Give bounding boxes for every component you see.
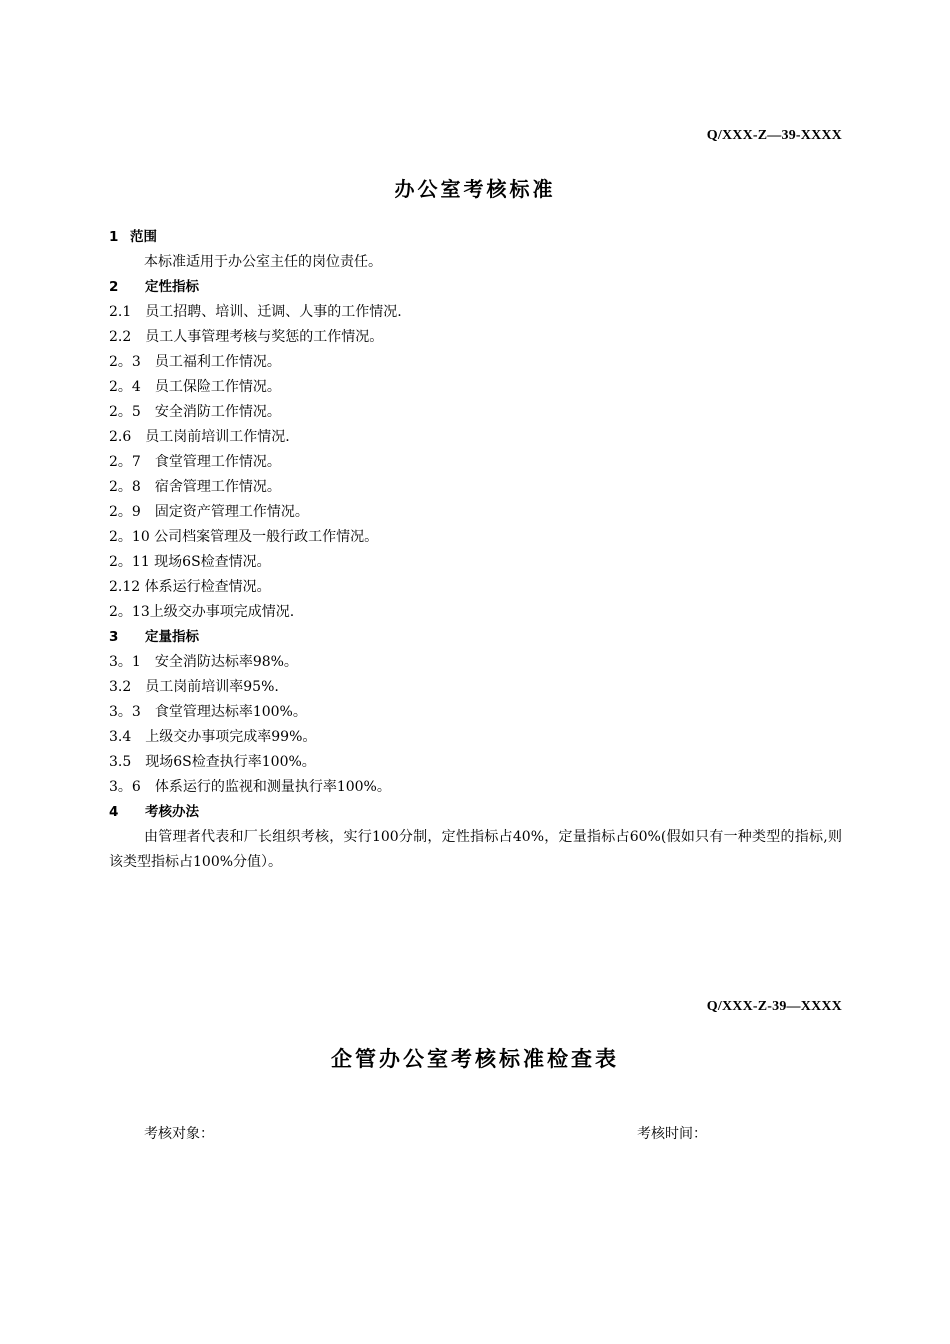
quantitative-item: 3。3 食堂管理达标率100%。 (109, 704, 307, 720)
qualitative-item: 2。10 公司档案管理及一般行政工作情况。 (109, 529, 379, 545)
qualitative-item: 2.6 员工岗前培训工作情况. (109, 429, 290, 445)
section-title: 范围 (130, 229, 157, 245)
section-title: 定量指标 (145, 629, 199, 645)
section-title: 定性指标 (145, 279, 199, 295)
qualitative-item: 2.12 体系运行检查情况。 (109, 579, 271, 595)
qualitative-item: 2。4 员工保险工作情况。 (109, 379, 281, 395)
assessment-time-label: 考核时间： (637, 1126, 707, 1142)
qualitative-item: 2。11 现场6S检查情况。 (109, 554, 271, 570)
qualitative-item: 2。8 宿舍管理工作情况。 (109, 479, 281, 495)
quantitative-item: 3.5 现场6S检查执行率100%。 (109, 754, 316, 770)
section-heading-quantitative (109, 625, 842, 650)
qualitative-item: 2。5 安全消防工作情况。 (109, 404, 281, 420)
checklist-code: Q/XXX-Z-39—XXXX (706, 999, 842, 1014)
scope-text: 本标准适用于办公室主任的岗位责任。 (144, 254, 382, 270)
quantitative-item: 3.4 上级交办事项完成率99%。 (109, 729, 317, 745)
section-heading-qualitative (109, 275, 842, 300)
section-number: 1 (109, 229, 119, 245)
qualitative-item: 2。7 食堂管理工作情况。 (109, 454, 281, 470)
section-heading-scope (109, 225, 842, 250)
assessment-target-label: 考核对象： (144, 1126, 214, 1142)
document-body (109, 225, 842, 875)
document-code: Q/XXX-Z—39-XXXX (706, 128, 842, 143)
qualitative-item: 2.1 员工招聘、培训、迁调、人事的工作情况. (109, 304, 402, 320)
section-title: 考核办法 (145, 804, 199, 820)
section-number: 2 (109, 279, 119, 295)
checklist-title: 企管办公室考核标准检查表 (331, 1047, 619, 1071)
quantitative-item: 3。6 体系运行的监视和测量执行率100%。 (109, 779, 391, 795)
section-number: 3 (109, 629, 119, 645)
qualitative-item: 2.2 员工人事管理考核与奖惩的工作情况。 (109, 329, 384, 345)
qualitative-item: 2。3 员工福利工作情况。 (109, 354, 281, 370)
document-title: 办公室考核标准 (394, 177, 556, 201)
qualitative-item: 2。9 固定资产管理工作情况。 (109, 504, 309, 520)
method-paragraph: 由管理者代表和厂长组织考核，实行100分制，定性指标占40%，定量指标占60%(假如只有一种类型的指标,则该类型指标占100%分值）。 (109, 829, 842, 870)
section-number: 4 (109, 804, 119, 820)
quantitative-item: 3。1 安全消防达标率98%。 (109, 654, 298, 670)
quantitative-item: 3.2 员工岗前培训率95%. (109, 679, 279, 695)
section-heading-method (109, 800, 842, 825)
qualitative-item: 2。13上级交办事项完成情况. (109, 604, 295, 620)
